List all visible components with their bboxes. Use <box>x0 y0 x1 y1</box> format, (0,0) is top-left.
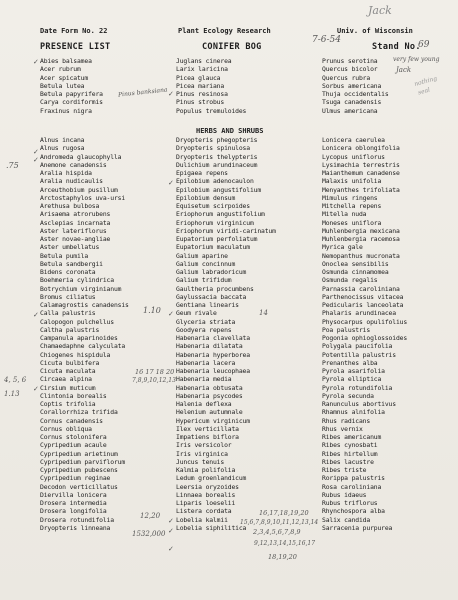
herb-item: Rhus vernix <box>322 424 363 433</box>
handwritten-stand-number: 69 <box>418 40 430 50</box>
herb-item: Cicuta maculata <box>40 367 96 375</box>
tree-item: Betula lutea <box>40 81 85 90</box>
herb-item: Dryopteris thelypteris <box>176 152 258 161</box>
herb-item: Eriophorum viridi-carinatum <box>176 226 276 235</box>
tree-item: Picea mariana <box>176 81 225 90</box>
herb-item: Cornus stolonifera <box>40 433 107 441</box>
herb-item: Dryopteris spinulosa <box>176 144 250 153</box>
herb-column-3 <box>322 137 407 533</box>
tree-item: Populus tremuloides <box>176 106 247 115</box>
herb-item: Betula pumila <box>40 251 89 260</box>
tree-item: Fraxinus nigra <box>40 106 92 115</box>
tree-column-2 <box>176 58 246 116</box>
tree-item: Tsuga canadensis <box>322 98 382 107</box>
herb-item: Corallorrhiza trifida <box>40 408 118 417</box>
tree-item: Juglans cinerea <box>176 57 232 65</box>
herb-item: Botrychium virginianum <box>40 284 122 293</box>
herb-item: Cirsium muticum <box>40 383 96 392</box>
handwritten-kalmia-a: 16,17,18,19,20 <box>259 509 309 517</box>
tree-item: Betula papyrifera <box>40 90 103 98</box>
herb-item: Parthenocissus vitacea <box>322 292 404 301</box>
herb-item: Cypripedium parviflorum <box>40 457 126 466</box>
tree-item: Pinus strobus <box>176 98 225 107</box>
check-mark: ✓ <box>33 385 39 393</box>
herb-item: Asclepias incarnata <box>40 218 111 227</box>
handwritten-7-13: 7,8,9,10,12,13 <box>132 377 176 384</box>
herb-item: Mimulus ringens <box>322 193 378 202</box>
handwritten-note-seal: seal <box>417 86 431 97</box>
handwritten-note-nothing: nothing <box>413 75 438 88</box>
herb-item: Linnaea borealis <box>176 490 236 499</box>
herb-item: Andromeda glaucophylla <box>40 152 122 161</box>
herb-item: Epilobium adenocaulon <box>176 177 254 186</box>
herb-item: Cypripedium pubescens <box>40 466 118 474</box>
herb-item: Calla palustris <box>40 309 96 318</box>
herb-item: Phalaris arundinacea <box>322 309 396 318</box>
herb-item: Kalmia polifolia <box>176 466 236 474</box>
herb-item: Iris virginica <box>176 449 228 458</box>
tree-item: Carya cordiformis <box>40 98 103 107</box>
herb-item: Pedicularis lanceolata <box>322 301 404 309</box>
handwritten-author: Jack <box>368 4 392 17</box>
herb-item: Prenanthes alba <box>322 358 378 367</box>
herb-item: Salix candida <box>322 515 371 524</box>
tree-item: Quercus rubra <box>322 73 371 82</box>
herb-item: Nemopanthus mucronata <box>322 251 400 260</box>
herb-item: Moneses uniflora <box>322 218 382 227</box>
tree-item: Sorbus americana <box>322 81 382 90</box>
check-mark: ✓ <box>33 156 39 164</box>
herb-item: Chamaedaphne calyculata <box>40 342 126 351</box>
herb-item: Muhlenbergia mexicana <box>322 226 400 235</box>
herb-item: Habenaria clavellata <box>176 334 250 342</box>
tree-column-3 <box>322 58 389 116</box>
handwritten-ledum-b: 9,12,13,14,15,16,17 <box>254 540 316 547</box>
handwritten-1-10: 1.10 <box>143 306 161 315</box>
herb-item: Poa palustris <box>322 325 371 334</box>
herb-item: Menyanthes trifoliata <box>322 185 400 194</box>
herb-item: Chiogenes hispidula <box>40 350 111 359</box>
herb-item: Gentiana linearis <box>176 301 239 309</box>
presence-list-title: PRESENCE LIST <box>40 42 111 52</box>
herb-item: Ribes americanum <box>322 433 382 441</box>
tree-item: Abies balsamea <box>40 57 92 65</box>
herb-item: Coptis trifolia <box>40 400 96 408</box>
herb-item: Aster novae-angliae <box>40 235 111 243</box>
stand-number-label: Stand No. <box>372 42 421 52</box>
handwritten-12-20: 12,20 <box>140 512 161 520</box>
herb-item: Bromus ciliatus <box>40 292 96 301</box>
herb-item: Pyrola elliptica <box>322 375 382 384</box>
herbs-shrubs-header: HERBS AND SHRUBS <box>196 127 264 135</box>
handwritten-75: .75 <box>6 161 19 170</box>
herb-item: Alnus rugosa <box>40 144 85 153</box>
herb-item: Cypripedium arietinum <box>40 449 118 458</box>
handwritten-4-5-6: 4, 5, 6 <box>4 376 27 384</box>
herb-item: Drosera longifolia <box>40 507 107 516</box>
herb-item: Ribes hirtellum <box>322 449 378 458</box>
herb-item: Rhus radicans <box>322 416 371 425</box>
herb-item: Mitchella repens <box>322 202 382 210</box>
herb-item: Lobelia siphilitica <box>176 523 247 532</box>
herb-item: Betula sandbergii <box>40 259 103 268</box>
herb-item: Gaylussacia baccata <box>176 292 247 301</box>
herb-item: Ribes triste <box>322 466 367 474</box>
herb-item: Galium aparine <box>176 251 228 260</box>
tree-item: Prunus serotina <box>322 57 378 65</box>
university: Univ. of Wisconsin <box>337 27 413 35</box>
organization: Plant Ecology Research <box>178 27 271 35</box>
herb-item: Arethusa bulbosa <box>40 202 100 210</box>
herb-item: Lonicera caerulea <box>322 136 385 144</box>
herb-item: Drosera rotundifolia <box>40 515 114 524</box>
herb-item: Galium labradoricum <box>176 268 247 276</box>
herb-item: Ranunculus abortivus <box>322 400 396 408</box>
tree-item: Acer spicatum <box>40 73 89 82</box>
herb-item: Bidens coronata <box>40 268 96 276</box>
herb-item: Onoclea sensibilis <box>322 259 389 268</box>
herb-item: Arctostaphylos uva-ursi <box>40 193 126 202</box>
form-number: Date Form No. 22 <box>40 27 108 35</box>
herb-item: Lycopus uniflorus <box>322 152 385 161</box>
handwritten-pinus-banksiana: Pinus banksiana <box>117 86 168 99</box>
herb-item: Campanula aparinoides <box>40 334 118 342</box>
herb-item: Lonicera oblongifolia <box>322 144 400 153</box>
herb-item: Rubus idaeus <box>322 490 367 499</box>
herb-item: Epilobium densum <box>176 193 236 202</box>
herb-item: Habenaria hyperborea <box>176 350 250 359</box>
herb-item: Alnus incana <box>40 136 85 144</box>
herb-item: Calopogon pulchellus <box>40 317 114 326</box>
herb-item: Gaultheria procumbens <box>176 284 254 293</box>
herb-item: Boehmeria cylindrica <box>40 276 114 285</box>
herb-item: Eriophorum angustifolium <box>176 210 265 219</box>
handwritten-kalmia-b: 15,6,7,8,9,10,11,12,13,14 <box>240 519 319 526</box>
herb-item: Aralia hispida <box>40 169 92 177</box>
check-mark: ✓ <box>168 90 174 98</box>
herb-item: Diervilla lonicera <box>40 490 107 499</box>
herb-item: Hypericum virginicum <box>176 416 250 425</box>
herb-item: Pogonia ophioglossoides <box>322 334 408 342</box>
herb-item: Epilobium angustifolium <box>176 185 262 194</box>
herb-item: Rorippa palustris <box>322 474 385 483</box>
herb-item: Rosa caroliniana <box>322 482 382 491</box>
tree-item: Larix laricina <box>176 65 228 74</box>
tree-item: Quercus bicolor <box>322 65 378 74</box>
herb-item: Glyceria striata <box>176 317 236 326</box>
herb-item: Decodon verticillatus <box>40 482 118 491</box>
check-mark: ✓ <box>33 311 39 319</box>
herb-item: Aster umbellatus <box>40 243 100 252</box>
handwritten-date: 7-6-54 <box>312 35 341 45</box>
herb-column-1 <box>40 137 129 533</box>
herb-item: Epigaea repens <box>176 169 228 177</box>
herb-item: Circaea alpina <box>40 375 92 384</box>
herb-item: Halenia deflexa <box>176 400 232 408</box>
herb-item: Anemone canadensis <box>40 160 107 169</box>
herb-item: Helenium autumnale <box>176 408 243 417</box>
herb-item: Habenaria leucophaea <box>176 367 250 375</box>
herb-item: Osmunda regalis <box>322 276 378 285</box>
herb-item: Dulichium arundinaceum <box>176 160 258 169</box>
herb-item: Equisetum scirpoides <box>176 202 250 210</box>
tree-item: Pinus resinosa <box>176 90 228 98</box>
check-mark: ✓ <box>168 310 174 318</box>
herb-item: Habenaria dilatata <box>176 342 243 351</box>
check-mark: ✓ <box>168 545 174 553</box>
herb-item: Aralia nudicaulis <box>40 177 103 186</box>
herb-item: Aster lateriflorus <box>40 226 107 235</box>
handwritten-note-jack: Jack <box>396 66 412 74</box>
herb-column-2 <box>176 137 276 533</box>
herb-item: Habenaria psycodes <box>176 391 243 400</box>
conifer-bog-title: CONIFER BOG <box>202 42 262 52</box>
handwritten-linnaea: 18,19,20 <box>268 553 297 561</box>
herb-item: Potentilla palustris <box>322 350 396 359</box>
herb-item: Caltha palustris <box>40 325 100 334</box>
herb-item: Galium trifidum <box>176 276 232 285</box>
herb-item: Galium concinnum <box>176 259 236 268</box>
check-mark: ✓ <box>33 148 39 156</box>
herb-item: Cypripedium reginae <box>40 474 111 483</box>
herb-item: Rubus triflorus <box>322 499 378 507</box>
herb-item: Osmunda cinnamomea <box>322 268 389 276</box>
herb-item: Eupatorium perfoliatum <box>176 235 258 243</box>
herb-item: Dryopteris linneana <box>40 523 111 532</box>
herb-item: Ilex verticillata <box>176 424 239 433</box>
herb-item: Ribes cynosbati <box>322 441 378 450</box>
herb-item: Pyrola secunda <box>322 391 374 400</box>
herb-item: Leersia oryzoides <box>176 482 239 491</box>
herb-item: Habenaria obtusata <box>176 383 243 392</box>
herb-item: Habenaria media <box>176 375 232 384</box>
herb-item: Geum rivale <box>176 309 217 318</box>
herb-item: Calamagrostis canadensis <box>40 301 129 309</box>
herb-item: Iris versicolor <box>176 441 232 450</box>
herb-item: Pyrola asarifolia <box>322 367 385 375</box>
herb-item: Ribes lacustre <box>322 457 374 466</box>
herb-item: Cornus canadensis <box>40 416 103 425</box>
herb-item: Impatiens biflora <box>176 433 239 441</box>
herb-item: Lysimachia terrestris <box>322 160 400 169</box>
herb-item: Lobelia kalmii <box>176 515 228 524</box>
tree-column-1 <box>40 58 103 116</box>
herb-item: Habenaria lacera <box>176 358 236 367</box>
herb-item: Arisaema atrorubens <box>40 210 111 219</box>
herb-item: Clintonia borealis <box>40 391 107 400</box>
herb-item: Cypripedium acaule <box>40 441 107 450</box>
check-mark: ✓ <box>33 58 39 66</box>
herb-item: Cicuta bulbifera <box>40 358 100 367</box>
handwritten-1-13: 1.13 <box>4 390 20 398</box>
check-mark: ✓ <box>168 527 174 535</box>
herb-item: Ledum groenlandicum <box>176 474 247 483</box>
herb-item: Rhynchospora alba <box>322 507 385 516</box>
herb-item: Polygala paucifolia <box>322 342 393 351</box>
herb-item: Eriophorum virginicum <box>176 218 254 227</box>
herb-item: Liparis loeselii <box>176 499 236 507</box>
tree-item: Acer rubrum <box>40 65 81 74</box>
herb-item: Sarracenia purpurea <box>322 523 393 532</box>
tree-item: Ulmus americana <box>322 106 378 115</box>
handwritten-16-20: 16 17 18 20 <box>135 368 175 376</box>
check-mark: ✓ <box>168 179 174 187</box>
herb-item: Maianthemum canadense <box>322 169 400 177</box>
herb-item: Rhamnus alnifolia <box>322 408 385 417</box>
handwritten-1532: 1532,000 <box>132 530 166 538</box>
tree-item: Picea glauca <box>176 73 221 82</box>
herb-item: Parnassia caroliniana <box>322 284 400 293</box>
herb-item: Listera cordata <box>176 507 232 516</box>
herb-item: Mitella nuda <box>322 210 367 219</box>
herb-item: Eupatorium maculatum <box>176 243 250 252</box>
herb-item: Arceuthobium pusillum <box>40 185 118 194</box>
herb-item: Goodyera repens <box>176 325 232 334</box>
herb-item: Myrica gale <box>322 243 363 252</box>
herb-item: Juncus tenuis <box>176 457 225 466</box>
handwritten-ledum-a: 2,3,4,5,6,7,8,9 <box>253 528 301 536</box>
tree-item: Thuja occidentalis <box>322 90 389 98</box>
herb-item: Drosera intermedia <box>40 499 107 507</box>
herb-item: Dryopteris phegopteris <box>176 136 258 144</box>
handwritten-note-young: very few young <box>393 56 440 63</box>
herb-item: Muhlenbergia racemosa <box>322 235 400 243</box>
herb-item: Pyrola rotundifolia <box>322 383 393 392</box>
herb-item: Physocarpus opulifolius <box>322 317 408 326</box>
herb-item: Cornus obliqua <box>40 424 92 433</box>
herb-item: Malaxis unifolia <box>322 177 382 186</box>
handwritten-14: 14 <box>259 309 268 317</box>
check-mark: ✓ <box>168 517 174 525</box>
